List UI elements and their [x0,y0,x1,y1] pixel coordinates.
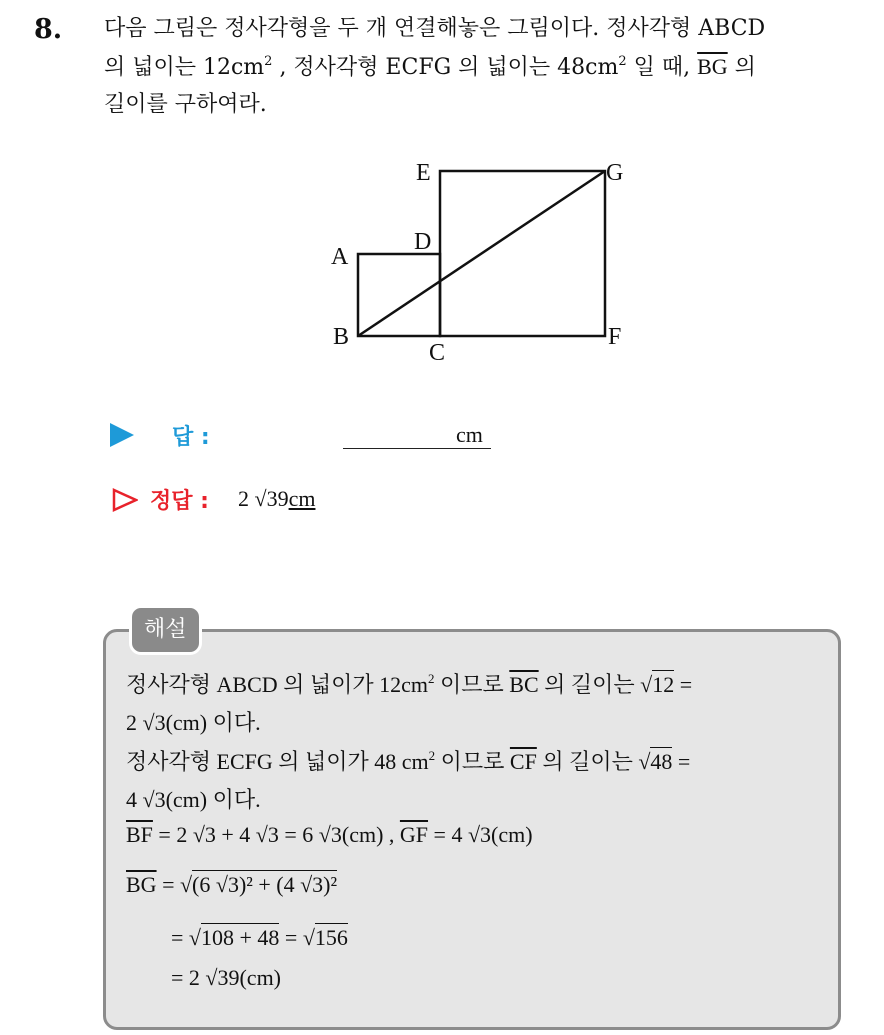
superscript: 2 [428,748,436,763]
correct-answer-label: 정답 : [150,489,209,514]
solution-line-6 [126,872,337,898]
radicand: 48 [650,749,673,774]
solution-text: = √ [156,872,193,897]
segment-label: $\overline{BC}$ [509,672,539,697]
square-abcd [358,254,440,336]
correct-answer-row [110,484,510,518]
solution-line-7 [171,925,348,951]
radicand: 156 [314,925,348,950]
label-g: G [606,160,624,186]
question-text: 의 [727,55,756,80]
radicand: 12 [652,672,675,697]
solution-text: 정사각형 ECFG 의 넓이가 48 cm [126,749,429,774]
solution-text: 정사각형 ABCD 의 넓이가 12cm [126,672,429,697]
solution-text: 이므로 [435,749,510,774]
solution-text: = √ [279,925,315,950]
solution-tab: 해설 [129,605,202,655]
segment-label: $\overline{BG}$ [697,54,728,79]
segment-label: $\overline{GF}$ [399,822,429,847]
radicand: 108 + 48 [200,925,280,950]
label-b: B [333,324,350,350]
solution-text: = [674,672,693,697]
label-a: A [331,244,349,270]
question-number: 8. [34,14,63,45]
solution-line-8: = 2 √39(cm) [171,965,282,990]
question-text: 의 넓이는 12cm [104,55,265,80]
squares-figure [325,150,645,384]
answer-label: 답 : [172,425,210,450]
solution-line-1 [126,668,692,699]
question-text: 다음 그림은 정사각형을 두 개 연결해놓은 그림이다. 정사각형 ABCD [104,16,766,41]
correct-answer-value [238,486,315,512]
solution-text: = √ [171,925,201,950]
solution-line-5 [126,822,533,848]
play-arrow-icon [110,423,134,447]
label-f: F [608,324,622,350]
superscript: 2 [618,54,627,69]
correct-unit: cm [288,486,316,511]
question-text: , 정사각형 ECFG 의 넓이는 48cm [272,55,619,80]
question-line-2 [104,52,756,83]
segment-label: $\overline{BG}$ [126,872,157,897]
solution-line-2: 2 √3(cm) 이다. [126,710,261,735]
question-line-1 [104,14,765,44]
solution-text: 의 길이는 √ [536,749,651,774]
solution-text: 의 길이는 √ [538,672,653,697]
question-line-3 [104,90,267,120]
answer-input[interactable] [343,420,491,449]
solution-text: = 4 √3(cm) [428,822,533,847]
label-e: E [416,160,431,186]
correct-value-text: 2 √39 [238,486,289,511]
solution-text: = 2 √3 + 4 √3 = 6 √3(cm) , [152,822,400,847]
segment-label: $\overline{BF}$ [126,822,153,847]
solution-line-4: 4 √3(cm) 이다. [126,787,261,812]
segment-label: $\overline{CF}$ [509,749,537,774]
question-text: 일 때, [626,55,698,80]
radicand: (6 √3)² + (4 √3)² [192,872,338,897]
solution-text: = [672,749,691,774]
label-c: C [429,340,446,366]
answer-row [110,420,510,454]
outline-arrow-icon [112,488,138,512]
solution-text: 이므로 [434,672,510,697]
superscript: 2 [428,671,435,686]
square-ecfg [440,171,605,336]
answer-unit: cm [456,422,483,447]
question-text: 길이를 구하여라. [104,92,267,117]
solution-line-3 [126,745,690,776]
label-d: D [414,229,432,255]
superscript: 2 [264,54,273,69]
